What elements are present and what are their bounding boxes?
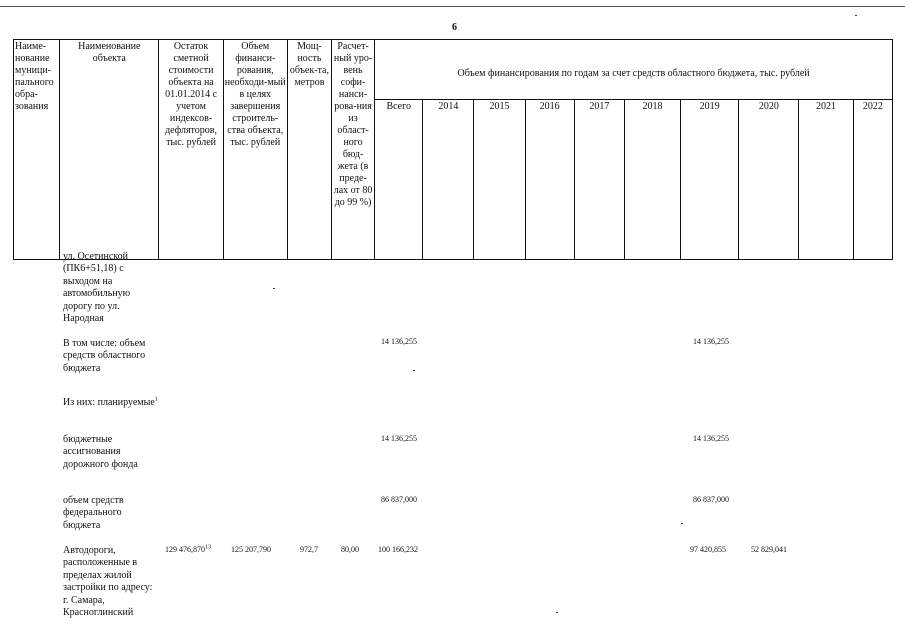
- header-remaining: Остаток сметной стоимости объекта на 01.01.2014 с учетом индексов-дефляторов, тыс. рублей: [159, 40, 223, 260]
- header-table: [13, 39, 893, 260]
- scan-speck: [273, 288, 275, 289]
- row-label: объем средств федерального бюджета: [63, 495, 124, 531]
- header-year-2020: 2020: [739, 100, 799, 260]
- header-year-2014: 2014: [423, 100, 474, 260]
- row-2019: 14 136,255: [693, 337, 729, 346]
- row-label: бюджетные ассигнования дорожного фонда: [63, 434, 138, 470]
- row-capacity: 972,7: [300, 545, 318, 554]
- row-label: ул. Осетинской (ПК6+51,18) с выходом на автомобильную дорогу по ул. Народная: [63, 251, 131, 325]
- header-funding-title: Объем финансирования по годам за счет средств областного бюджета, тыс. рублей: [375, 40, 893, 100]
- header-mo: Наиме-нование муници-пального обра-зования: [14, 40, 60, 260]
- row-2019: 97 420,855: [690, 545, 726, 554]
- scan-speck: [413, 370, 415, 371]
- header-year-2018: 2018: [624, 100, 680, 260]
- scan-speck: [855, 15, 857, 16]
- row-total: 14 136,255: [381, 434, 417, 443]
- header-year-2019: 2019: [681, 100, 739, 260]
- header-object: Наименование объекта: [60, 40, 159, 260]
- header-cofinance: Расчет-ный уро-вень софи-нанси-рова-ния из област-ного бюд-жета (в преде-лах от 80 до 99 %): [332, 40, 375, 260]
- row-cofinance: 80,00: [341, 545, 359, 554]
- scan-speck: [681, 523, 683, 524]
- header-year-2015: 2015: [474, 100, 525, 260]
- row-label: Из них: планируемые$^1$: [63, 396, 158, 408]
- page-number: 6: [452, 22, 457, 33]
- header-year-2017: 2017: [574, 100, 624, 260]
- row-total: 100 166,232: [378, 545, 418, 554]
- header-year-2021: 2021: [799, 100, 853, 260]
- row-total: 86 837,000: [381, 495, 417, 504]
- row-label: В том числе: объем средств областного бюджета: [63, 338, 146, 374]
- header-year-2016: 2016: [525, 100, 574, 260]
- row-2020: 52 829,041: [751, 545, 787, 554]
- header-year-2022: 2022: [853, 100, 892, 260]
- top-rule: [0, 6, 905, 7]
- row-total: 14 136,255: [381, 337, 417, 346]
- header-year-total: Всего: [375, 100, 423, 260]
- row-2019: 86 837,000: [693, 495, 729, 504]
- header-financing: Объем финанси-рования, необходи-мый в целях завершения строитель-ства объекта, тыс. рублей: [223, 40, 287, 260]
- row-remaining: 129 476,870$^{13}$: [165, 544, 211, 554]
- header-capacity: Мощ-ность объек-та, метров: [287, 40, 331, 260]
- row-financing: 125 207,790: [231, 545, 271, 554]
- row-2019: 14 136,255: [693, 434, 729, 443]
- scan-speck: [556, 612, 558, 613]
- row-label: Автодороги, расположенные в пределах жилой застройки по адресу: г. Самара, Красноглинский: [63, 545, 153, 619]
